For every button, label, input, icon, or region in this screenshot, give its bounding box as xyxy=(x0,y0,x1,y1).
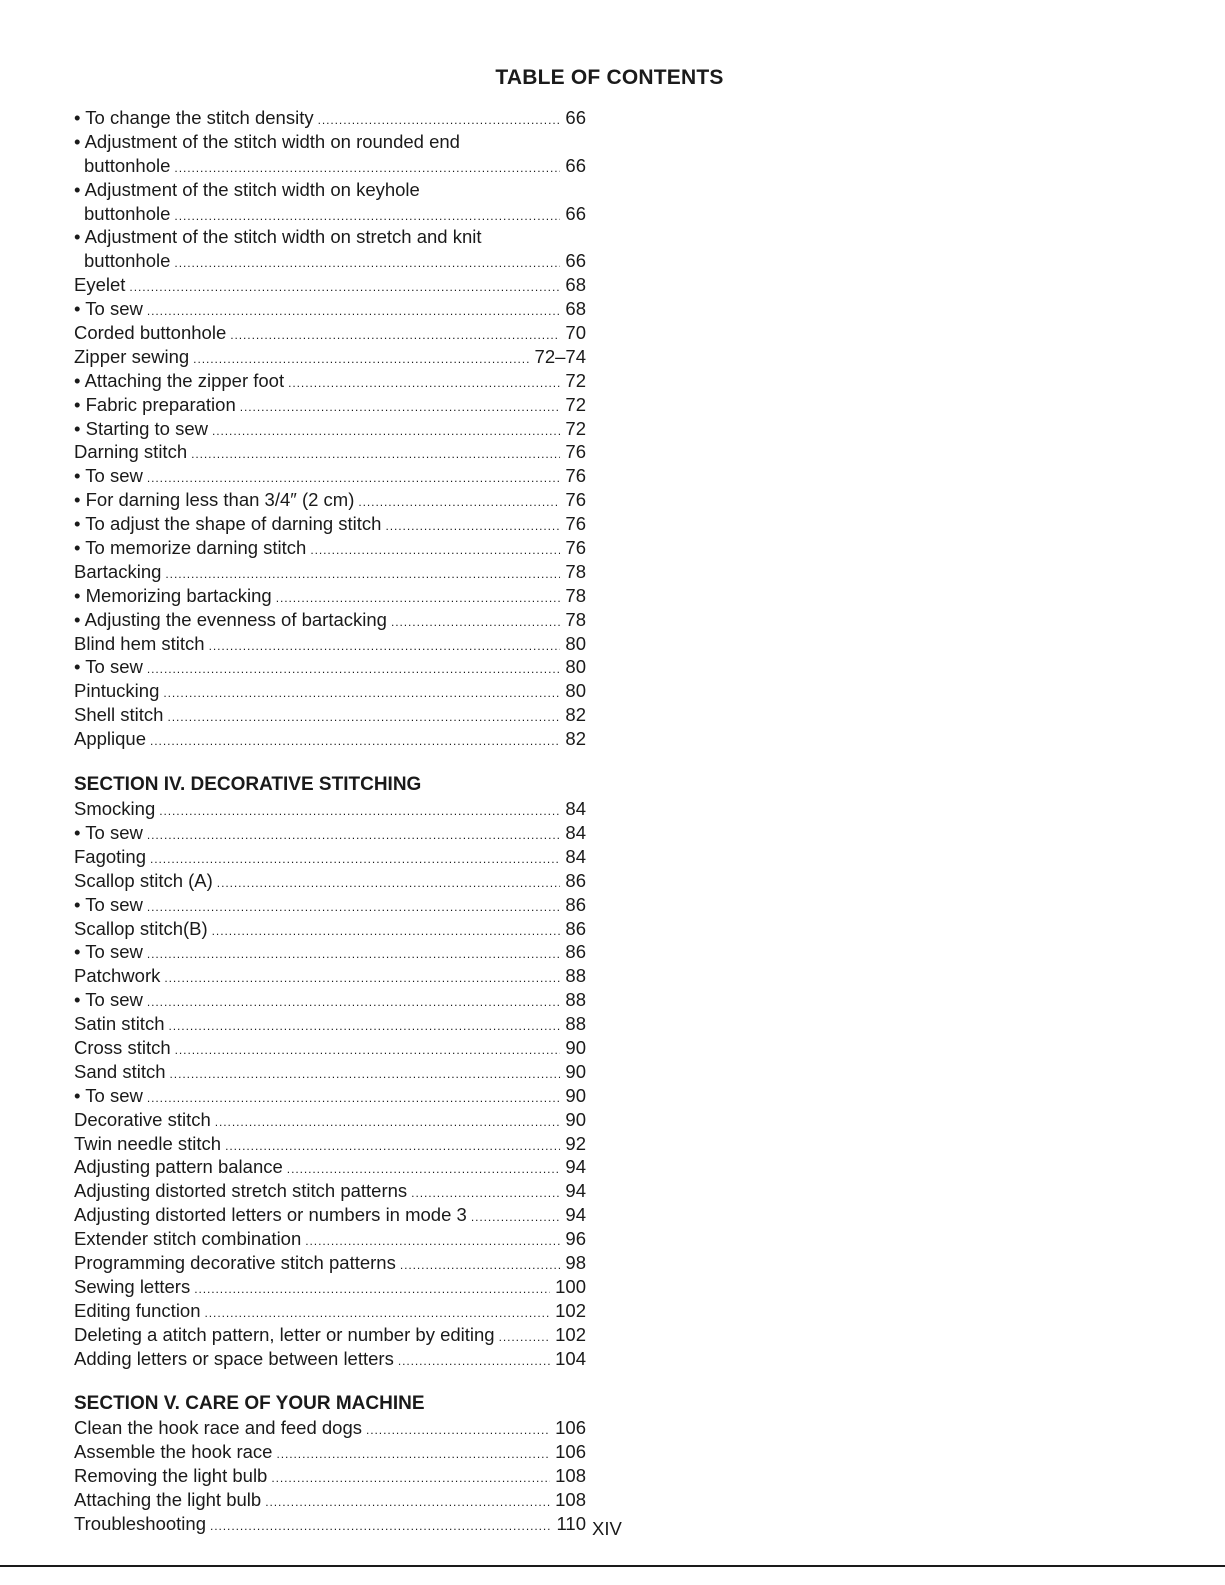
dot-leader xyxy=(385,512,560,539)
dot-leader xyxy=(163,679,560,706)
toc-entry-page: 108 xyxy=(555,1489,586,1511)
dot-leader xyxy=(205,1299,551,1326)
page-bottom-rule xyxy=(0,1565,1225,1567)
toc-entry-label: Extender stitch combination xyxy=(74,1228,302,1250)
toc-entry xyxy=(74,917,586,941)
toc-entry xyxy=(74,393,586,417)
toc-entry xyxy=(74,1440,586,1464)
toc-entry-label: Applique xyxy=(74,728,147,750)
toc-entry-label: • Memorizing bartacking xyxy=(74,584,272,606)
toc-entry-label: Assemble the hook race xyxy=(74,1441,273,1463)
toc-entry-page: 82 xyxy=(565,728,586,750)
page-number: XIV xyxy=(592,1518,622,1539)
dot-leader xyxy=(398,1347,550,1374)
toc-entry xyxy=(74,345,586,369)
dot-leader xyxy=(167,703,560,730)
toc-entry-label: Adjusting pattern balance xyxy=(74,1156,283,1178)
dot-leader xyxy=(170,1060,561,1087)
toc-entry-page: 72 xyxy=(565,393,586,415)
toc-entry-page: 76 xyxy=(565,441,586,463)
toc-entry-page: 94 xyxy=(565,1156,586,1178)
section-heading-iv: SECTION IV. DECORATIVE STITCHING xyxy=(74,774,422,796)
toc-entries-part1 xyxy=(74,106,586,751)
toc-entry-label: Cross stitch xyxy=(74,1036,171,1058)
toc-entry-label: Adjusting distorted stretch stitch patterns xyxy=(74,1180,408,1202)
toc-entry-page: 76 xyxy=(565,537,586,559)
toc-entry xyxy=(74,988,586,1012)
toc-entry-page: 94 xyxy=(565,1204,586,1226)
toc-entry-label: • To sew xyxy=(74,656,143,678)
dot-leader xyxy=(215,1108,561,1135)
toc-entry xyxy=(74,440,586,464)
toc-entry xyxy=(74,1179,586,1203)
toc-entry-page: 84 xyxy=(565,798,586,820)
toc-entry-label: Adjusting distorted letters or numbers in mode 3 xyxy=(74,1204,467,1226)
dot-leader xyxy=(147,940,561,967)
toc-entry-label: Patchwork xyxy=(74,965,161,987)
dot-leader xyxy=(400,1251,561,1278)
toc-entry xyxy=(74,608,586,632)
toc-entry-page: 76 xyxy=(565,489,586,511)
toc-entry-label: buttonhole xyxy=(84,250,171,272)
toc-entry-page: 90 xyxy=(565,1108,586,1130)
toc-entry xyxy=(74,632,586,656)
toc-entry xyxy=(74,560,586,584)
toc-entry xyxy=(74,1036,586,1060)
toc-entry-label: • To memorize darning stitch xyxy=(74,537,307,559)
dot-leader xyxy=(212,917,561,944)
dot-leader xyxy=(150,727,560,754)
dot-leader xyxy=(230,321,560,348)
dot-leader xyxy=(174,249,560,276)
toc-entry xyxy=(74,584,586,608)
toc-entry-label: • To sew xyxy=(74,989,143,1011)
toc-entry-page: 68 xyxy=(565,274,586,296)
toc-entry xyxy=(74,297,586,321)
toc-entry-label: Eyelet xyxy=(74,274,126,296)
page-title: TABLE OF CONTENTS xyxy=(495,66,724,89)
toc-entry-page: 102 xyxy=(555,1323,586,1345)
toc-entry-page: 86 xyxy=(565,893,586,915)
toc-entry-label: • Starting to sew xyxy=(74,417,208,439)
dot-leader xyxy=(191,440,560,467)
toc-entry-label: Twin needle stitch xyxy=(74,1132,222,1154)
dot-leader xyxy=(175,1036,561,1063)
dot-leader xyxy=(240,393,561,420)
dot-leader xyxy=(150,845,560,872)
toc-entry xyxy=(74,1299,586,1323)
toc-entry-page: 76 xyxy=(565,465,586,487)
toc-entry xyxy=(74,1155,586,1179)
toc-entry-label: • Fabric preparation xyxy=(74,393,236,415)
toc-entry xyxy=(74,797,586,821)
toc-entry-label: • Adjusting the evenness of bartacking xyxy=(74,608,387,630)
dot-leader xyxy=(276,584,561,611)
dot-leader xyxy=(147,464,561,491)
dot-leader xyxy=(147,821,561,848)
toc-entry-page: 68 xyxy=(565,298,586,320)
toc-entry-page: 104 xyxy=(555,1347,586,1369)
toc-entry xyxy=(74,1488,586,1512)
toc-entry-page: 96 xyxy=(565,1228,586,1250)
dot-leader xyxy=(276,1440,550,1467)
toc-entry xyxy=(74,1323,586,1347)
dot-leader xyxy=(147,893,561,920)
dot-leader xyxy=(194,1275,550,1302)
toc-entry-label: • To sew xyxy=(74,821,143,843)
toc-entry xyxy=(74,964,586,988)
toc-entry-label: • To sew xyxy=(74,1084,143,1106)
section-heading-v: SECTION V. CARE OF YOUR MACHINE xyxy=(74,1393,425,1415)
toc-entry-page: 72 xyxy=(565,417,586,439)
dot-leader xyxy=(165,560,560,587)
toc-entry-label: Adding letters or space between letters xyxy=(74,1347,394,1369)
toc-entry-page: 78 xyxy=(565,560,586,582)
toc-entry-page: 72–74 xyxy=(534,345,586,367)
toc-entry-page: 66 xyxy=(565,154,586,176)
toc-entry-page: 106 xyxy=(555,1441,586,1463)
toc-entry-label: • Attaching the zipper foot xyxy=(74,369,285,391)
toc-entry-label: Scallop stitch(B) xyxy=(74,917,208,939)
toc-entry xyxy=(74,1275,586,1299)
toc-entry xyxy=(74,821,586,845)
dot-leader xyxy=(174,154,560,181)
toc-entry-page: 66 xyxy=(565,202,586,224)
toc-entry-label: Fagoting xyxy=(74,845,146,867)
toc-entry-page: 78 xyxy=(565,608,586,630)
toc-entry-label: • For darning less than 3/4″ (2 cm) xyxy=(74,489,355,511)
toc-entry-page: 86 xyxy=(565,917,586,939)
toc-entry xyxy=(74,703,586,727)
toc-entry xyxy=(74,106,586,130)
toc-entry-page: 78 xyxy=(565,584,586,606)
toc-entry xyxy=(74,130,586,154)
toc-entry-label: • Adjustment of the stitch width on keyhole xyxy=(74,178,420,200)
toc-entry xyxy=(74,869,586,893)
toc-entry-label: • To sew xyxy=(74,893,143,915)
toc-entry xyxy=(74,225,586,249)
toc-entry-page: 84 xyxy=(565,821,586,843)
toc-entry-page: 88 xyxy=(565,989,586,1011)
toc-entry-label: Deleting a atitch pattern, letter or number by editing xyxy=(74,1323,495,1345)
section-iv-entries xyxy=(74,797,586,1370)
toc-entry xyxy=(74,488,586,512)
dot-leader xyxy=(287,1155,561,1182)
dot-leader xyxy=(210,1512,552,1539)
toc-entry xyxy=(74,1084,586,1108)
dot-leader xyxy=(411,1179,560,1206)
dot-leader xyxy=(193,345,529,372)
toc-entry-page: 94 xyxy=(565,1180,586,1202)
toc-entry-page: 66 xyxy=(565,107,586,128)
dot-leader xyxy=(225,1132,560,1159)
dot-leader xyxy=(217,869,561,896)
toc-entry-label: Removing the light bulb xyxy=(74,1465,268,1487)
dot-leader xyxy=(212,417,560,444)
toc-entry xyxy=(74,536,586,560)
toc-entry-label: • To sew xyxy=(74,941,143,963)
toc-entry-label: Sewing letters xyxy=(74,1275,191,1297)
toc-entry-page: 106 xyxy=(555,1417,586,1439)
toc-entry xyxy=(74,655,586,679)
toc-entry xyxy=(74,1227,586,1251)
toc-entry-label: Troubleshooting xyxy=(74,1512,206,1534)
toc-entry-label: Darning stitch xyxy=(74,441,188,463)
toc-entry xyxy=(74,1203,586,1227)
section-v-entries xyxy=(74,1416,586,1535)
toc-entry-page: 80 xyxy=(565,632,586,654)
dot-leader xyxy=(147,297,561,324)
toc-entry-page: 90 xyxy=(565,1036,586,1058)
toc-entry-page: 86 xyxy=(565,869,586,891)
toc-entry-page: 84 xyxy=(565,845,586,867)
toc-entry xyxy=(74,1060,586,1084)
toc-entry xyxy=(74,1512,586,1536)
toc-entry-label: Corded buttonhole xyxy=(74,322,227,344)
toc-entry xyxy=(74,369,586,393)
toc-entry-label: Attaching the light bulb xyxy=(74,1489,262,1511)
toc-entry xyxy=(74,893,586,917)
toc-entry-label: • To change the stitch density xyxy=(74,107,314,128)
toc-entry-page: 88 xyxy=(565,1013,586,1035)
toc-entry-label: Editing function xyxy=(74,1299,201,1321)
toc-entry xyxy=(74,1347,586,1371)
dot-leader xyxy=(147,1084,561,1111)
dot-leader xyxy=(164,964,560,991)
toc-entry-page: 72 xyxy=(565,369,586,391)
toc-entry xyxy=(74,178,586,202)
toc-entry-page: 66 xyxy=(565,250,586,272)
toc-entry-page: 70 xyxy=(565,322,586,344)
toc-entry xyxy=(74,1132,586,1156)
toc-entry-label: • Adjustment of the stitch width on stretch and knit xyxy=(74,226,482,248)
dot-leader xyxy=(366,1416,550,1443)
toc-entry-label: Zipper sewing xyxy=(74,345,190,367)
dot-leader xyxy=(305,1227,560,1254)
toc-entry xyxy=(74,1251,586,1275)
toc-entry-label: • Adjustment of the stitch width on rounded end xyxy=(74,130,460,152)
toc-entry-page: 86 xyxy=(565,941,586,963)
toc-entry-page: 76 xyxy=(565,513,586,535)
toc-entry-label: Bartacking xyxy=(74,560,162,582)
dot-leader xyxy=(265,1488,550,1515)
toc-entry-label: Pintucking xyxy=(74,680,160,702)
toc-entry-page: 102 xyxy=(555,1299,586,1321)
toc-entry xyxy=(74,417,586,441)
dot-leader xyxy=(358,488,560,515)
toc-entry-page: 80 xyxy=(565,656,586,678)
toc-entry-page: 108 xyxy=(555,1465,586,1487)
toc-entry-page: 90 xyxy=(565,1084,586,1106)
dot-leader xyxy=(310,536,560,563)
toc-entry-label: buttonhole xyxy=(84,154,171,176)
dot-leader xyxy=(318,106,561,133)
toc-entry-label: Decorative stitch xyxy=(74,1108,211,1130)
toc-entry xyxy=(74,464,586,488)
toc-entry-page: 98 xyxy=(565,1251,586,1273)
dot-leader xyxy=(174,202,560,229)
toc-entry xyxy=(74,1108,586,1132)
toc-entry xyxy=(74,154,586,178)
dot-leader xyxy=(169,1012,561,1039)
toc-entry xyxy=(74,249,586,273)
dot-leader xyxy=(209,632,561,659)
table-of-contents xyxy=(74,106,586,1536)
toc-entry-label: Sand stitch xyxy=(74,1060,166,1082)
dot-leader xyxy=(147,655,561,682)
toc-entry-page: 88 xyxy=(565,965,586,987)
dot-leader xyxy=(271,1464,550,1491)
toc-entry-label: Smocking xyxy=(74,798,156,820)
dot-leader xyxy=(499,1323,551,1350)
toc-entry-label: Scallop stitch (A) xyxy=(74,869,213,891)
dot-leader xyxy=(391,608,560,635)
toc-entry xyxy=(74,273,586,297)
toc-entry-label: • To adjust the shape of darning stitch xyxy=(74,513,382,535)
toc-entry-page: 90 xyxy=(565,1060,586,1082)
toc-entry-page: 100 xyxy=(555,1275,586,1297)
toc-entry-label: Clean the hook race and feed dogs xyxy=(74,1417,362,1439)
toc-entry-label: buttonhole xyxy=(84,202,171,224)
toc-entry xyxy=(74,679,586,703)
toc-entry xyxy=(74,202,586,226)
toc-entry-label: Programming decorative stitch patterns xyxy=(74,1251,396,1273)
dot-leader xyxy=(129,273,560,300)
toc-entry-page: 92 xyxy=(565,1132,586,1154)
toc-entry xyxy=(74,940,586,964)
toc-entry xyxy=(74,512,586,536)
toc-entry-label: Blind hem stitch xyxy=(74,632,205,654)
toc-entry xyxy=(74,1012,586,1036)
toc-entry xyxy=(74,321,586,345)
dot-leader xyxy=(471,1203,561,1230)
dot-leader xyxy=(288,369,560,396)
dot-leader xyxy=(159,797,560,824)
toc-entry-label: • To sew xyxy=(74,298,143,320)
toc-entry xyxy=(74,1464,586,1488)
toc-entry-label: • To sew xyxy=(74,465,143,487)
toc-entry xyxy=(74,1416,586,1440)
toc-entry xyxy=(74,845,586,869)
toc-entry-page: 82 xyxy=(565,704,586,726)
dot-leader xyxy=(147,988,561,1015)
toc-entry-page: 110 xyxy=(556,1512,586,1534)
toc-entry xyxy=(74,727,586,751)
toc-entry-page: 80 xyxy=(565,680,586,702)
toc-entry-label: Shell stitch xyxy=(74,704,164,726)
toc-entry-label: Satin stitch xyxy=(74,1013,165,1035)
